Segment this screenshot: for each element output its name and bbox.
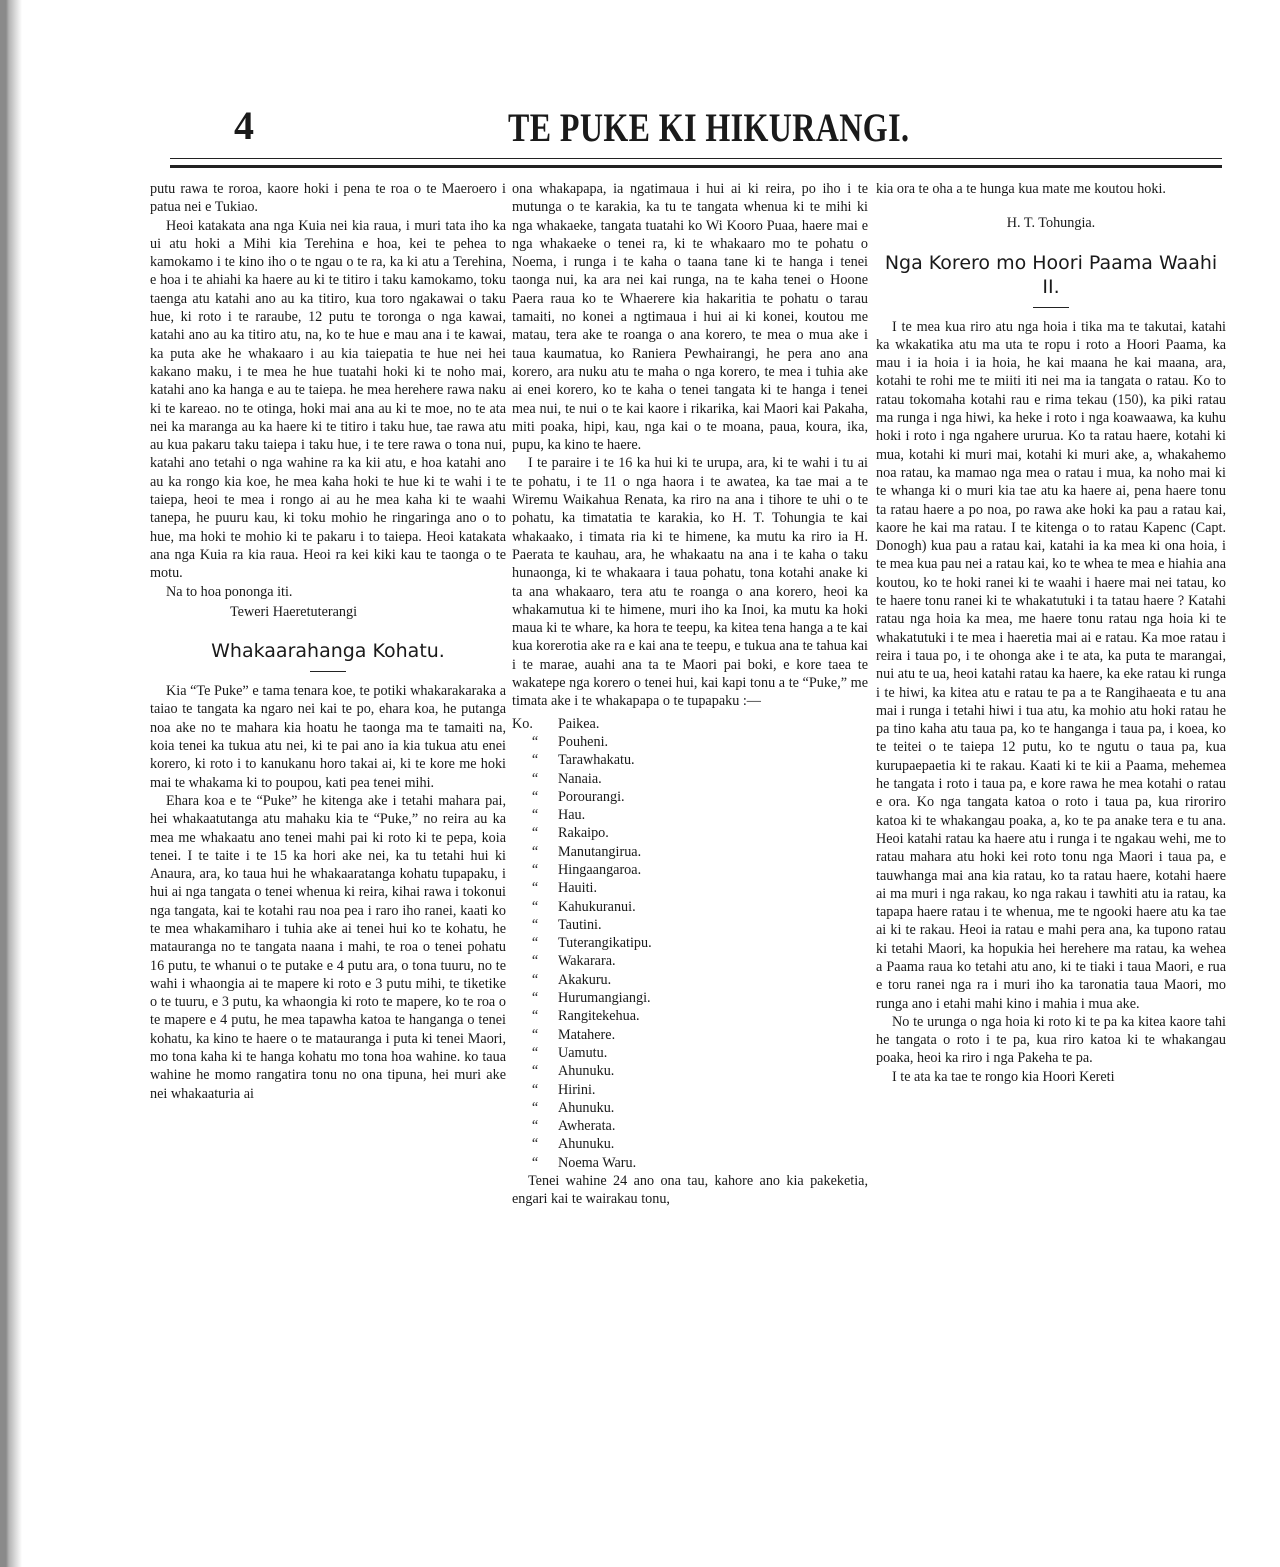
ditto-mark: “ xyxy=(531,1118,539,1135)
ancestor-name: Hauiti. xyxy=(558,880,598,897)
ancestor-name: Hingaangaroa. xyxy=(558,861,642,878)
paragraph: I te paraire i te 16 ka hui ki te urupa, ara, ki te wahi i tu ai te pohatu, i te 11 o nga haora i te awatea, ka tae mai a te Wiremu Waikahua Renata, ka riro na ana i tihore te uhi o te pohatu, ka timatatia te karakia, ko H. T. Tohungia te kai whakaako, i timata ria ki te himene, ka mutu ka riro ia H. Paerata te kauhau, ara, he whakaatu na ana i te kaha o taku hunaonga, ki te whakaara i taua pohatu, tona kotahi anake ki ta ana whakaaro, tera atu te roanga o ana korero, heoi ka whakamutua ki te himene, muri iho ka Inoi, ka mutu ka hoki maua ki te whare, ka hora te teepu, ka kitea tena hanga a te kai kua korerotia ake ra e kai ana te teepu, e tukua ana te tahua kai i te marae, auahi ana ta te Maori pai boki, e kore taea te wakatepe nga korero o tenei hui, kai kapi tonu a te “Puke,” me timata ake i te whakapapa o te tupapaku :— xyxy=(512,455,868,710)
ancestor-name: Paikea. xyxy=(558,715,600,732)
genealogy-entry xyxy=(512,733,868,751)
ancestor-name: Tautini. xyxy=(558,916,602,933)
ditto-mark: “ xyxy=(531,898,539,915)
author-signature: Teweri Haeretuterangi xyxy=(230,603,358,620)
ancestor-name: Hirini. xyxy=(558,1081,596,1098)
ancestor-name: Noema Waru. xyxy=(558,1154,637,1171)
column-1 xyxy=(150,180,506,1440)
genealogy-list xyxy=(512,715,868,1172)
ancestor-name: Ahunuku. xyxy=(558,1063,615,1080)
ditto-mark: “ xyxy=(531,971,539,988)
ancestor-name: Rangitekehua. xyxy=(558,1008,640,1025)
ancestor-name: Uamutu. xyxy=(558,1044,608,1061)
genealogy-entry xyxy=(512,1026,868,1044)
ditto-mark: “ xyxy=(531,1081,539,1098)
article-headline: Whakaarahanga Kohatu. xyxy=(211,640,445,663)
ditto-mark: “ xyxy=(531,733,539,750)
ditto-mark: “ xyxy=(531,807,539,824)
paragraph: Ehara koa e te “Puke” he kitenga ake i tetahi mahara pai, hei whakaatutanga atu mahaku kia te “Puke,” no reira au ka mea me whakaatu ano tenei mahi pai ki roto ki te pepa, koia tenei. I te taite i te 15 ka hori ake nei, ka tu tetahi hui ki Anaura, ara, ko taua hui he whakaaratanga kohatu tupapaku, i hui ai nga tangata o tenei whenua ki reira, kihai rawa i tokonui nga tangata, kai te kotahi rau noa pea i raro iho ranei, kaati ko te mea whakamiharo i tuhia ake ai tenei hui ko te kohatu, he matauranga no te tangata naana i mahi, te roa o tenei pohatu 16 putu, te whanui o te putake e 4 putu ara, o tona tuuru, no te wahi i whaongia ai te mapere ki roto e 3 putu mihi, te tiketike o te tuuru, e 3 putu, ka whaongia ki roto te mapere, ko te roa o te mapere e 4 putu, he mea tapawha katoa te hanganga o tenei kohatu, ka kino te haere o te matauranga i puta ki tenei Maori, mo tona kaha ki te hanga kohatu mo tona hoa wahine. ko taua wahine he momo rangatira tonu no ona tipuna, hei muri ake nei whakaaturia ai xyxy=(150,792,506,1102)
ditto-mark: “ xyxy=(531,861,539,878)
genealogy-lead: Ko. xyxy=(512,715,533,732)
column-2 xyxy=(512,180,868,1450)
masthead-rule-thick xyxy=(170,165,1222,168)
genealogy-entry xyxy=(512,751,868,769)
genealogy-entry xyxy=(512,824,868,842)
author-signature: H. T. Tohungia. xyxy=(1006,215,1096,232)
ditto-mark: “ xyxy=(531,953,539,970)
newspaper-masthead: TE PUKE KI HIKURANGI. xyxy=(508,105,910,150)
genealogy-entry xyxy=(512,971,868,989)
ditto-mark: “ xyxy=(531,752,539,769)
closing-line: Na to hoa pononga iti. xyxy=(166,583,293,600)
genealogy-entry xyxy=(512,843,868,861)
ancestor-name: Pouheni. xyxy=(558,733,609,750)
ancestor-name: Nanaia. xyxy=(558,770,602,787)
paragraph: I te mea kua riro atu nga hoia i tika ma te takutai, katahi ka wkakatika atu ma uta te ropu i roto a Hoori Paama, ka mau i ia hoia i ia hoia, he kai maana he kai maana, ara, kotahi te rohi me te miiti iti nei ma ia tangata o ratau. Ko to ratau tokomaha kotahi rau e rima tekau (150), ka piki ratau ma runga i nga hiwi, ka heke i roto i nga koawaawa, ka kuhu hoki i roto i nga ngahere ururua. Ko ta ratau haere, kotahi ki mua, kotahi ki muri mai, kotahi ki muri ake, a, whakahemo noa ratau, ka mamao nga mea o ratau i mua, ka noho mai ki te whanga ki o muri kia tae atu ka haere ai, pena haere tonu ta ratau haere a po noa, po rawa ake hoki ka pau a ratau kai, kaore he kai ma ratau. I te kitenga o to ratau Kapenc (Capt. Donogh) kua pau a ratau kai, katahi ia ka mea ki ona hoia, i te mea kua pau nei a ratau kai, ko te whea te mea e hiahia ana koutou, ko te hoki ranei ki te waahi i haere mai nei tatau, ko te haere tonu ranei ki te whakatutuki i ta tatau haere ? Katahi ratau nga hoia ka mea, me haere tonu ratau nga hoia ki te whakatutuki i te mea i haeretia mai ai e ratau. Ka moe ratau i reira i taua po, i te ohonga ake i te ata, ka puta te marangai, nui atu te ua, heoi katahi ratau ka haere, ka eke ratau ki runga i te hiwi, ka kitea atu e ratau te pa a te Rangihaeata e tu ana mai i runga i tetahi hiwi i tua atu, ka mohio atu hoki ratau he pa tino kaha atu taua pa, ko te hanganga i taua pa, i koea, ko te teitei o te taiepa 12 putu, ko te ngutu o taua pa, kua kurupaepaetia ki te rakau. Kaati ki te kii a Paama, mehemea he tangata i roto i taua pa, e kore rawa he mea kotahi o ratau e ora. Ko nga tangata katoa o roto i taua pa, kua riroriro katoa ki te whakangau poaka, a, ko te pa anake tera e tu ana. Heoi katahi ratau ka haere atu i runga i te ngakau wehi, me to ratau mahara atu hoki kei roto tonu nga Maori i taua pa, e tauwhanga mai ana kia ratau, ko ta ratau haere, kotahi haere ai ma muri i nga rakau, ko nga rakau i tawhiti atu ia ratau, ka tapapa haere ratau i te whenua, me te ngooki haere atu ka tae ai ki te rakau. Heoi ia ratau e mahi pera ana, ka tupono ratau ki tetahi Maori, ka hopukia hei herehere ma ratau, ka wehea a Paama raua ko tetahi atu ano, ki te tiaki i taua Maori, e rua e toru ranei nga ra i muri iho ka taronatia taua Maori, mo runga ano i etahi mahi kino i mahia i mua ake. xyxy=(876,318,1226,1012)
ancestor-name: Akakuru. xyxy=(558,971,612,988)
genealogy-entry xyxy=(512,898,868,916)
ditto-mark: “ xyxy=(531,1026,539,1043)
genealogy-entry xyxy=(512,861,868,879)
genealogy-entry xyxy=(512,1081,868,1099)
ditto-mark: “ xyxy=(531,788,539,805)
paragraph: kia ora te oha a te hunga kua mate me koutou hoki. xyxy=(876,181,1166,197)
ancestor-name: Tuterangikatipu. xyxy=(558,935,652,952)
paragraph: putu rawa te roroa, kaore hoki i pena te roa o te Maeroero i patua nei e Tukiao. xyxy=(150,181,506,216)
ditto-mark: “ xyxy=(531,1099,539,1116)
genealogy-entry xyxy=(512,788,868,806)
paragraph: I te ata ka tae te rongo kia Hoori Kereti xyxy=(892,1068,1115,1085)
ditto-mark: “ xyxy=(531,935,539,952)
ancestor-name: Hurumangiangi. xyxy=(558,990,651,1007)
genealogy-entry xyxy=(512,916,868,934)
ancestor-name: Ahunuku. xyxy=(558,1099,615,1116)
ditto-mark: “ xyxy=(531,916,539,933)
genealogy-entry xyxy=(512,989,868,1007)
genealogy-entry xyxy=(512,879,868,897)
ancestor-name: Ahunuku. xyxy=(558,1136,615,1153)
ancestor-name: Wakarara. xyxy=(558,953,616,970)
genealogy-entry xyxy=(512,1044,868,1062)
paragraph: Kia “Te Puke” e tama tenara koe, te potiki whakarakaraka a taiao te tangata ka ngaro nei kai te po, ehara koa, he putanga noa ake no te mahara kia hoatu he taonga ma te tamaiti na, koia tenei ka tukua atu nei, ki te pai ano ia kia tukua atu enei korero, ki roto i to kanukanu horo takai ai, ki te kore me hoki mai te whakama ki to poupou, kati pea tenei mihi. xyxy=(150,683,506,791)
genealogy-entry xyxy=(512,1117,868,1135)
genealogy-entry xyxy=(512,1154,868,1172)
ditto-mark: “ xyxy=(531,770,539,787)
column-3 xyxy=(876,180,1226,1460)
ancestor-name: Kahukuranui. xyxy=(558,898,636,915)
ancestor-name: Matahere. xyxy=(558,1026,616,1043)
ancestor-name: Porourangi. xyxy=(558,788,625,805)
ditto-mark: “ xyxy=(531,1044,539,1061)
headline-rule xyxy=(1033,307,1069,308)
masthead-rule-thin xyxy=(170,158,1222,159)
ditto-mark: “ xyxy=(531,1136,539,1153)
paragraph: Heoi katakata ana nga Kuia nei kia raua, i muri tata iho ka ui atu hoki a Mihi kia Terehina e hoa, kei te pehea to kamokamo i te kino iho o te ngau o te ra, ka ki atu a Terehina, e hoa i te ahiahi ka haere au ki te titiro i taku kamokamo, toku taenga atu katahi ano au ka titiro, kua toro ngakawai o taku hue, ki roto i te raraube, 12 putu te toronga o nga kawai, katahi ano au ka titiro atu, na, ko te hue e mau ana i te kawai, ka puta ake he whakaaro i au kia taiepatia te hue nei hei kakano maku, i te mea he hue tuatahi hoki ki te noho mai, katahi ano ka hanga e au te taiepa. he mea herehere rawa naku ki te kareao. no te otinga, hoki mai ana au ki te moe, no te ata nei ka maranga au ka haere ki te titiro i taku hue, tae rawa atu au kua pakaru taku taiepa i taku hue, i te tere rawa o tona nui, katahi ano tetahi o nga wahine ra ka kii atu, e hoa katahi ano au ka rongo kia koe, he mea kaha hoki te hue ki te wahi i te taiepa, heoi te mea i rongo ai au he mea kaha ki te waahi tanepa, he puuru kau, ki toku mohio he ringaringa ano o to hue, ma hoki te mohio ki te pakaru i to taiepa. Heoi katakata ana nga Kuia ra kia raua. Heoi ra kei kiki kau te taonga o te motu. xyxy=(150,217,506,582)
genealogy-entry xyxy=(512,1062,868,1080)
paragraph: Tenei wahine 24 ano ona tau, kahore ano kia pakeketia, engari kai te wairakau tonu, xyxy=(512,1173,868,1208)
ditto-mark: “ xyxy=(531,1154,539,1171)
ancestor-name: Rakaipo. xyxy=(558,825,609,842)
paragraph: No te urunga o nga hoia ki roto ki te pa ka kitea kaore tahi he tangata o roto i te pa, kua riro katoa ki te whakangau poaka, heoi ka riro i nga Pakeha te pa. xyxy=(876,1013,1226,1067)
genealogy-entry xyxy=(512,1099,868,1117)
scan-edge-shadow xyxy=(0,0,22,1567)
genealogy-entry xyxy=(512,1007,868,1025)
ancestor-name: Tarawhakatu. xyxy=(558,752,635,769)
article-headline: Nga Korero mo Hoori Paama Waahi II. xyxy=(884,251,1218,298)
paragraph: ona whakapapa, ia ngatimaua i hui ai ki reira, po iho i te mutunga o te karakia, ka tu te tangata whenua ki te mihi ki nga whakaeke, tangata tuatahi ko Wi Kooro Puaa, haere mai e nga whakaeke o tenei ra, ki te whakaaro mo te pohatu o Noema, i runga i te kaha o taana tane ki te hanga i tenei taonga nui, ka ara nei kai runga, na te kaha tenei o Hoone Paera raua ko te Whaerere kia hakaritia te pohatu o tarau tamaiti, no konei a ngtimaua i hui ai ki konei, koutou me matau, tera ake te roanga o ana korero, te mea o mua ake i taua kaumatua, ko Raniera Pewhairangi, he pera ano ana korero, ara nuku atu te maha o nga korero, te mea i tuhia ake ai enei korero, ko te kaha o tenei tangata ki te hanga i tenei mea nui, te nui o te kai kaore i rikarika, kai Maori kai Pakaha, miti poaka, hipi, kau, nga kai o te moana, paua, koura, ika, pupu, ka kino te haere. xyxy=(512,181,868,454)
ditto-mark: “ xyxy=(531,990,539,1007)
genealogy-entry xyxy=(512,934,868,952)
headline-rule xyxy=(310,671,346,672)
ancestor-name: Hau. xyxy=(558,807,586,824)
ancestor-name: Manutangirua. xyxy=(558,843,642,860)
genealogy-entry xyxy=(512,770,868,788)
ditto-mark: “ xyxy=(531,843,539,860)
genealogy-entry xyxy=(512,952,868,970)
genealogy-entry xyxy=(512,1135,868,1153)
genealogy-entry xyxy=(512,715,868,733)
genealogy-entry xyxy=(512,806,868,824)
ditto-mark: “ xyxy=(531,1063,539,1080)
ditto-mark: “ xyxy=(531,825,539,842)
page-number: 4 xyxy=(234,103,254,148)
ditto-mark: “ xyxy=(531,880,539,897)
ditto-mark: “ xyxy=(531,1008,539,1025)
ancestor-name: Awherata. xyxy=(558,1118,616,1135)
